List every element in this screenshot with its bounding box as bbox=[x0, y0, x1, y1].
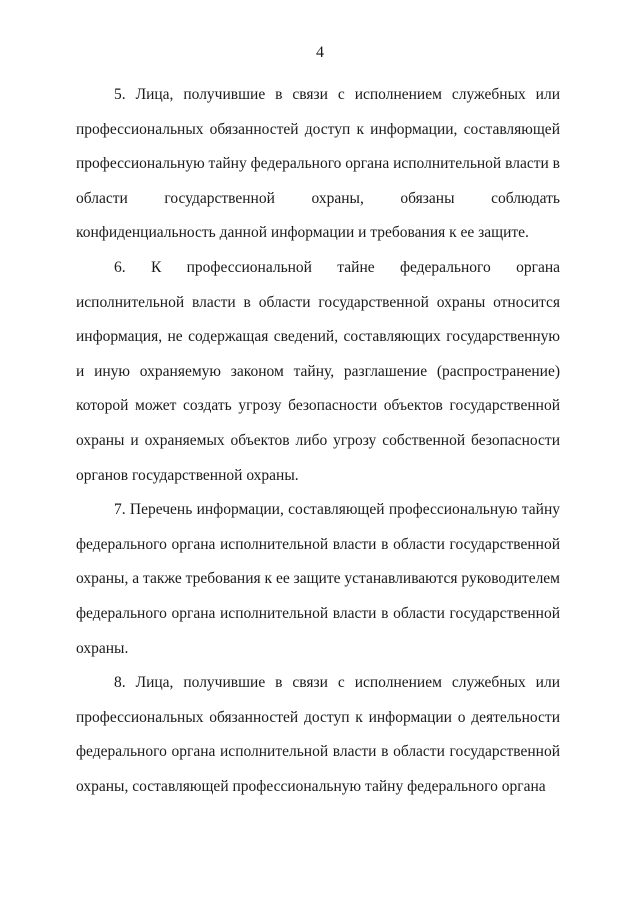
paragraph-6: 6. К профессиональной тайне федерального органа исполнительной власти в области государственной охраны относится информация, не содержащая сведений, составляющих государственную и иную охраняемую законом тайну, разглашение (распространение) которой может создать угрозу безопасности объектов государственной охраны и охраняемых объектов либо угрозу собственной безопасности органов государственной охраны. bbox=[76, 258, 560, 484]
page-number: 4 bbox=[316, 44, 324, 61]
document-body bbox=[76, 78, 560, 804]
paragraph-8: 8. Лица, получившие в связи с исполнением служебных или профессиональных обязанностей доступ к информации о деятельности федерального органа исполнительной власти в области государственной охраны, составляющей профессиональную тайну федерального органа bbox=[76, 674, 560, 795]
paragraph-5: 5. Лица, получившие в связи с исполнением служебных или профессиональных обязанностей доступ к информации, составляющей профессиональную тайну федерального органа исполнительной власти в области государственной охраны, обязаны соблюдать конфиденциальность данной информации и требования к ее защите. bbox=[76, 86, 560, 242]
paragraph-7: 7. Перечень информации, составляющей профессиональную тайну федерального органа исполнительной власти в области государственной охраны, а также требования к ее защите устанавливаются руководителем федерального органа исполнительной власти в области государственной охраны. bbox=[76, 501, 560, 657]
